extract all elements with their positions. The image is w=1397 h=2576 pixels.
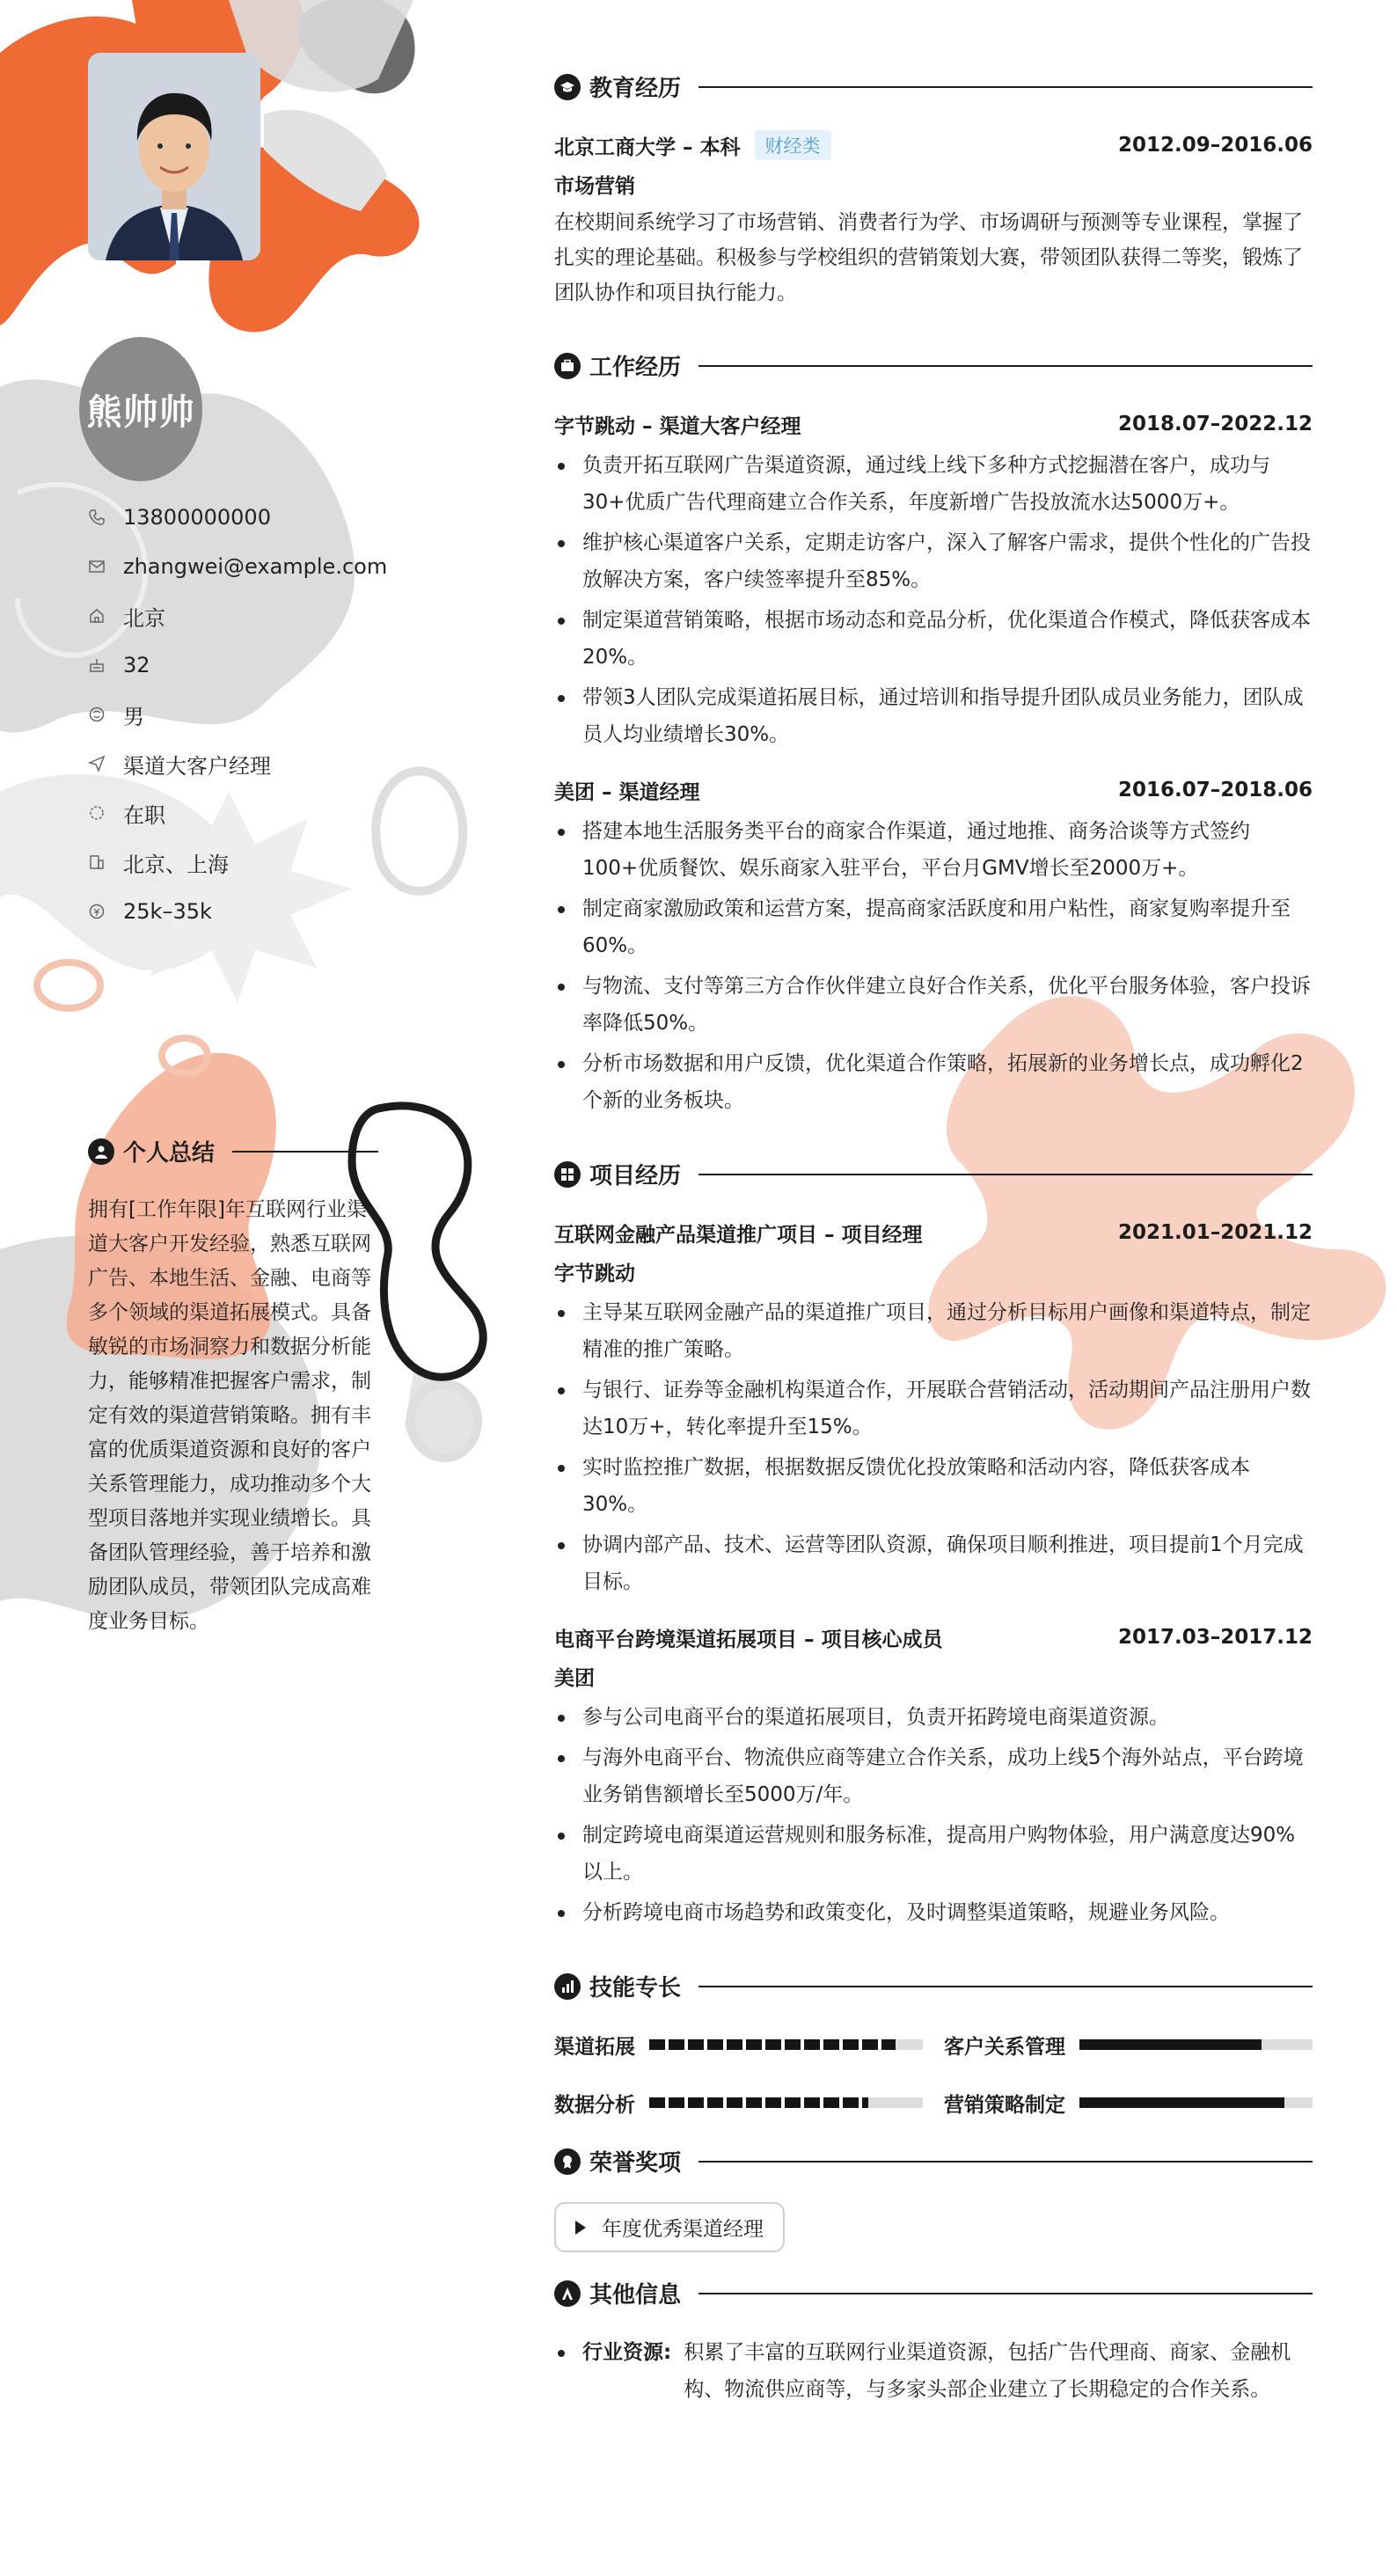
- list-item: 与银行、证券等金融机构渠道合作，开展联合营销活动，活动期间产品注册用户数达10万+，转化率提升至15%。: [554, 1372, 1313, 1445]
- job-date: 2018.07–2022.12: [1117, 413, 1313, 435]
- project-date: 2017.03–2017.12: [1117, 1626, 1313, 1649]
- divider: [698, 86, 1313, 88]
- info-icon: [554, 2280, 581, 2307]
- list-item: 与物流、支付等第三方合作伙伴建立良好合作关系，优化平台服务体验，客户投诉率降低50%。: [554, 968, 1313, 1042]
- skills-header: [554, 1970, 1313, 2002]
- education-header: [554, 70, 1313, 103]
- list-item: 维护核心渠道客户关系，定期走访客户，深入了解客户需求，提供个性化的广告投放解决方案，客户续签率提升至85%。: [554, 524, 1313, 598]
- list-item: 带领3人团队完成渠道拓展目标，通过培训和指导提升团队成员业务能力，团队成员人均业绩增长30%。: [554, 679, 1313, 753]
- skill-item: [554, 2027, 923, 2062]
- summary-header: [88, 1135, 378, 1167]
- education-entry: [554, 128, 1313, 311]
- face-icon: [88, 706, 106, 723]
- skill-bar: [649, 2039, 923, 2050]
- user-icon: [88, 1138, 114, 1165]
- list-item: 分析市场数据和用户反馈，优化渠道合作策略，拓展新的业务增长点，成功孵化2个新的业务板块。: [554, 1045, 1313, 1119]
- summary-title: 个人总结: [123, 1140, 216, 1167]
- city-text: 北京: [123, 605, 165, 631]
- work-entry: [554, 406, 1313, 753]
- info-email: [88, 542, 387, 591]
- work-entry: [554, 772, 1313, 1119]
- briefcase-icon: [554, 353, 581, 379]
- skills-title: 技能专长: [589, 1975, 682, 2002]
- list-item: 实时监控推广数据，根据数据反馈优化投放策略和活动内容，降低获客成本30%。: [554, 1449, 1313, 1523]
- work-title: 工作经历: [589, 355, 682, 381]
- status-icon: [88, 804, 106, 822]
- list-item: 参与公司电商平台的渠道拓展项目，负责开拓跨境电商渠道资源。: [554, 1699, 1313, 1736]
- education-date: 2012.09–2016.06: [1117, 134, 1313, 157]
- target-city-text: 北京、上海: [123, 852, 229, 877]
- awards-header: [554, 2145, 1313, 2177]
- list-item: 制定商家激励政策和运营方案，提高商家活跃度和用户粘性，商家复购率提升至60%。: [554, 890, 1313, 964]
- skill-item: [944, 2085, 1313, 2120]
- other-title: 其他信息: [589, 2282, 682, 2309]
- list-item: 主导某互联网金融产品的渠道推广项目，通过分析目标用户画像和渠道特点，制定精准的推广策略。: [554, 1294, 1313, 1368]
- project-company: 字节跳动: [554, 1262, 635, 1285]
- other-text: 积累了丰富的互联网行业渠道资源，包括广告代理商、商家、金融机构、物流供应商等，与多家头部企业建立了长期稳定的合作关系。: [684, 2341, 1291, 2401]
- job-header: 字节跳动 – 渠道大客户经理: [554, 414, 801, 438]
- other-info-item: [554, 2334, 1313, 2408]
- main-column: [554, 70, 1313, 2408]
- gender-text: 男: [123, 704, 144, 729]
- info-position: [88, 739, 387, 788]
- divider: [698, 1174, 1313, 1175]
- job-date: 2016.07–2018.06: [1117, 779, 1313, 801]
- education-title: 教育经历: [589, 76, 682, 102]
- list-item: 分析跨境电商市场趋势和政策变化，及时调整渠道策略，规避业务风险。: [554, 1894, 1313, 1931]
- project-entry: [554, 1620, 1313, 1931]
- avatar-illustration: [88, 53, 260, 260]
- project-bullets: [554, 1699, 1313, 1931]
- work-header: [554, 349, 1313, 382]
- skill-name: 营销策略制定: [944, 2093, 1065, 2117]
- skill-item: [944, 2027, 1313, 2062]
- skills-icon: [554, 1973, 581, 2000]
- cake-icon: [88, 656, 106, 674]
- profile-photo: [88, 53, 260, 260]
- project-icon: [554, 1161, 581, 1188]
- award-item[interactable]: [554, 2202, 785, 2252]
- info-salary: [88, 887, 387, 936]
- info-target-city: [88, 838, 387, 887]
- salary-text: 25k–35k: [123, 899, 212, 924]
- list-item: 制定渠道营销策略，根据市场动态和竞品分析，优化渠道合作模式，降低获客成本20%。: [554, 602, 1313, 676]
- project-title: 项目经历: [589, 1163, 682, 1189]
- play-icon: [575, 2221, 586, 2235]
- skills-grid: [554, 2027, 1313, 2120]
- contact-info: [88, 493, 387, 936]
- skill-bar: [1079, 2039, 1313, 2050]
- status-text: 在职: [123, 802, 165, 828]
- school-name: 北京工商大学 – 本科: [554, 135, 741, 159]
- position-text: 渠道大客户经理: [123, 753, 271, 779]
- project-bullets: [554, 1294, 1313, 1600]
- divider: [698, 2161, 1313, 2163]
- skill-bar-fill: [649, 2097, 868, 2108]
- project-entry: [554, 1215, 1313, 1600]
- info-phone: [88, 493, 387, 542]
- info-status: [88, 788, 387, 838]
- skill-bar: [649, 2097, 923, 2108]
- list-item: 制定跨境电商渠道运营规则和服务标准，提高用户购物体验，用户满意度达90%以上。: [554, 1817, 1313, 1891]
- send-icon: [88, 755, 106, 772]
- age-text: 32: [123, 653, 150, 677]
- job-bullets: [554, 813, 1313, 1119]
- skill-bar-fill: [1079, 2097, 1284, 2108]
- project-header: [554, 1158, 1313, 1190]
- skill-bar-fill: [1079, 2039, 1262, 2050]
- divider: [232, 1151, 378, 1153]
- awards-title: 荣誉奖项: [589, 2150, 682, 2177]
- divider: [698, 1986, 1313, 1987]
- other-header: [554, 2277, 1313, 2309]
- project-name: 互联网金融产品渠道推广项目 – 项目经理: [554, 1223, 923, 1247]
- home-icon: [88, 607, 106, 625]
- building-icon: [88, 853, 106, 871]
- info-gender: [88, 690, 387, 739]
- education-desc: 在校期间系统学习了市场营销、消费者行为学、市场调研与预测等专业课程，掌握了扎实的理论基础。积极参与学校组织的营销策划大赛，带领团队获得二等奖，锻炼了团队协作和项目执行能力。: [554, 211, 1303, 304]
- list-item: 与海外电商平台、物流供应商等建立合作关系，成功上线5个海外站点，平台跨境业务销售额增长至5000万/年。: [554, 1739, 1313, 1813]
- job-header: 美团 – 渠道经理: [554, 780, 700, 804]
- divider: [698, 2293, 1313, 2294]
- candidate-name: 熊帅帅: [86, 392, 195, 433]
- job-bullets: [554, 447, 1313, 753]
- project-name: 电商平台跨境渠道拓展项目 – 项目核心成员: [554, 1628, 943, 1651]
- phone-text: 13800000000: [123, 505, 271, 530]
- mail-icon: [88, 558, 106, 575]
- info-city: [88, 591, 387, 640]
- award-label: 年度优秀渠道经理: [602, 2218, 764, 2241]
- project-company: 美团: [554, 1666, 595, 1690]
- skill-name: 渠道拓展: [554, 2035, 635, 2059]
- list-item: 搭建本地生活服务类平台的商家合作渠道，通过地推、商务洽谈等方式签约100+优质餐饮、娱乐商家入驻平台，平台月GMV增长至2000万+。: [554, 813, 1313, 887]
- skill-bar: [1079, 2097, 1313, 2108]
- email-text: zhangwei@example.com: [123, 554, 388, 579]
- other-label: 行业资源:: [582, 2341, 672, 2364]
- skill-bar-fill: [649, 2039, 896, 2050]
- summary-text: 拥有[工作年限]年互联网行业渠道大客户开发经验，熟悉互联网广告、本地生活、金融、电商等多个领域的渠道拓展模式。具备敏锐的市场洞察力和数据分析能力，能够精准把握客户需求，制定有效的渠道营销策略。拥有丰富的优质渠道资源和良好的客户关系管理能力，成功推动多个大型项目落地并实现业绩增长。具备团队管理经验，善于培养和激励团队成员，带领团队完成高难度业务目标。: [88, 1198, 371, 1633]
- list-item: 负责开拓互联网广告渠道资源，通过线上线下多种方式挖掘潜在客户，成功与30+优质广告代理商建立合作关系，年度新增广告投放流水达5000万+。: [554, 447, 1313, 521]
- award-icon: [554, 2148, 581, 2175]
- graduation-icon: [554, 74, 581, 100]
- education-major: 市场营销: [554, 174, 635, 198]
- info-age: [88, 640, 387, 690]
- project-date: 2021.01–2021.12: [1117, 1221, 1313, 1244]
- list-item: 协调内部产品、技术、运营等团队资源，确保项目顺利推进，项目提前1个月完成目标。: [554, 1526, 1313, 1600]
- school-tag: 财经类: [755, 130, 831, 160]
- skill-name: 客户关系管理: [944, 2035, 1065, 2059]
- money-icon: [88, 903, 106, 920]
- phone-icon: [88, 509, 106, 526]
- skill-item: [554, 2085, 923, 2120]
- divider: [698, 365, 1313, 367]
- skill-name: 数据分析: [554, 2093, 635, 2117]
